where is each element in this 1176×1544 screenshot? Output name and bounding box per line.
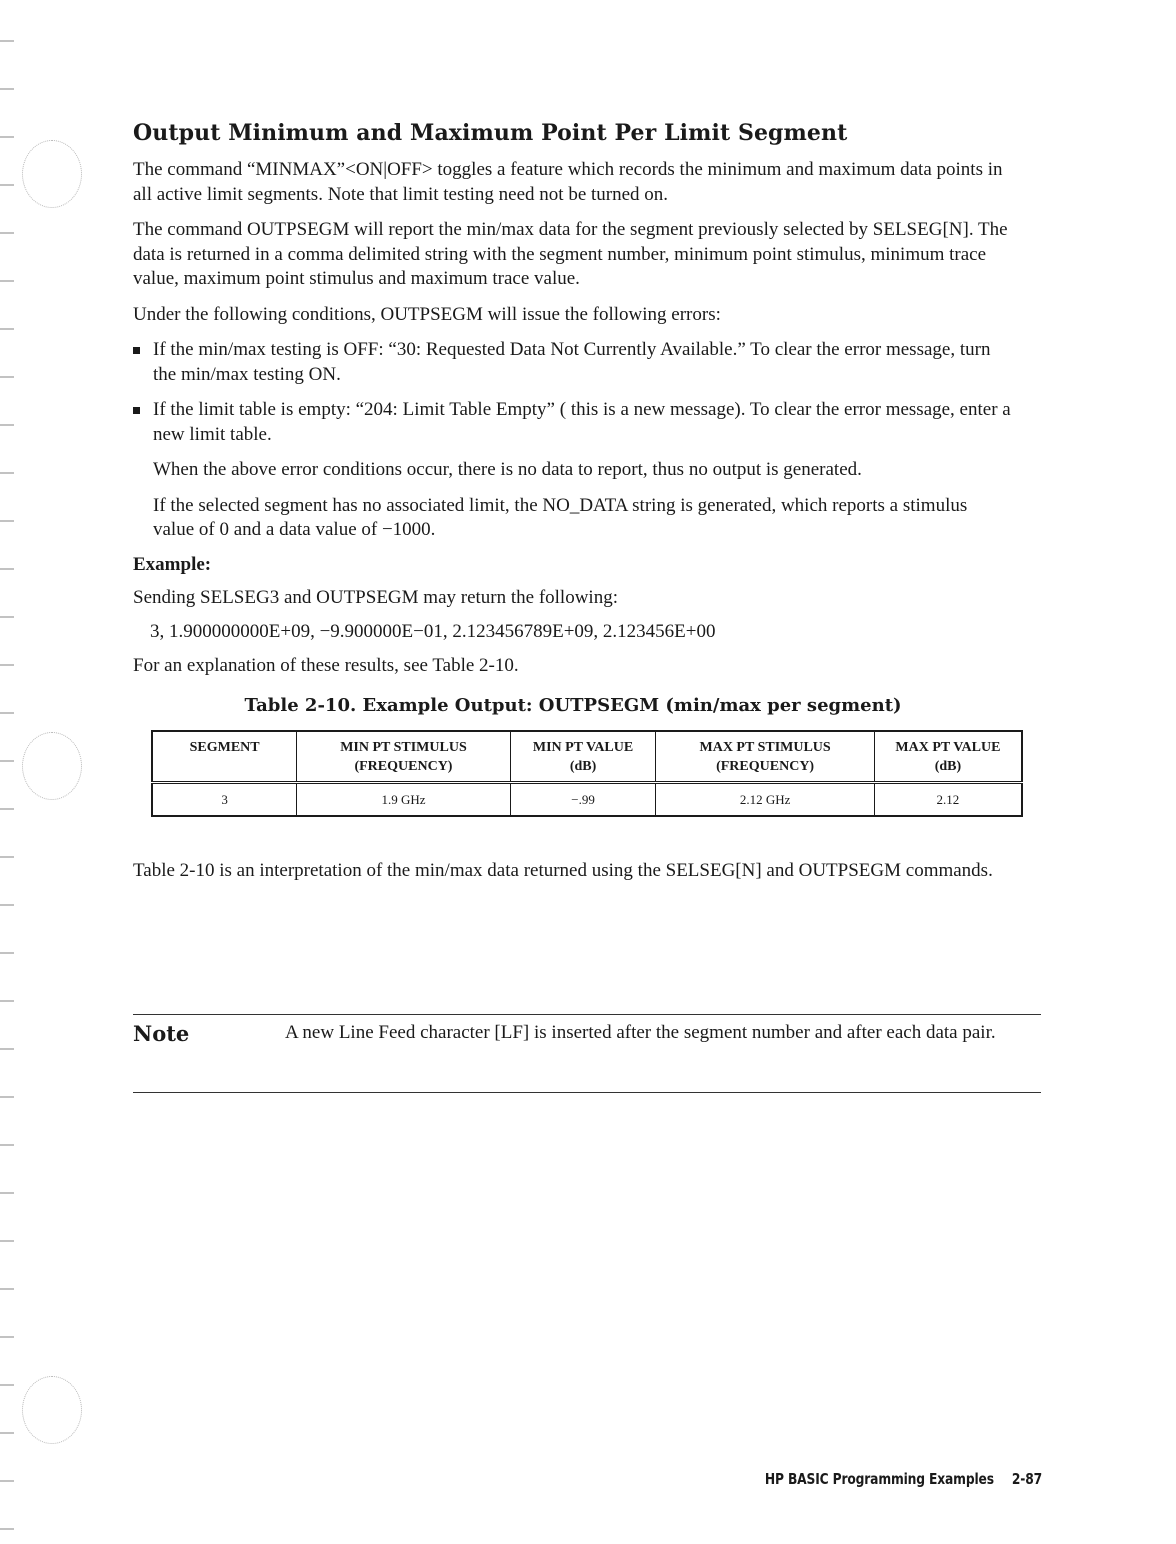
footer-title: HP BASIC Programming Examples xyxy=(764,1470,994,1488)
bullet-icon xyxy=(133,407,140,414)
cell-max-value: 2.12 xyxy=(874,782,1022,816)
paragraph-outpsegm: The command OUTPSEGM will report the min/max data for the segment previously selected by SELSEG[N]. The data is returned in a comma delimited string with the segment number, minimum point stimulus, minimum trace value, maximum point stimulus and maximum trace value. xyxy=(133,219,1008,289)
paragraph-no-data: If the selected segment has no associated limit, the NO_DATA string is generated, which reports a stimulus value of 0 and a data value of −1000. xyxy=(153,494,968,540)
example-result: 3, 1.900000000E+09, −9.900000E−01, 2.123456789E+09, 2.123456E+00 xyxy=(150,621,716,642)
table-caption: Table 2-10. Example Output: OUTPSEGM (min/max per segment) xyxy=(244,694,902,716)
error-list xyxy=(133,338,1013,447)
header-max-pt-value: MAX PT VALUE (dB) xyxy=(874,731,1022,783)
note-divider xyxy=(133,1092,1041,1093)
note-label: Note xyxy=(133,1021,190,1046)
paragraph-minmax: The command “MINMAX”<ON|OFF> toggles a feature which records the minimum and maximum data points in all active limit segments. Note that limit testing need not be turned on. xyxy=(133,159,1003,205)
bullet-icon xyxy=(133,347,140,354)
main-content xyxy=(133,120,1013,894)
page-number: 2-87 xyxy=(1011,1470,1042,1488)
list-item: If the min/max testing is OFF: “30: Requested Data Not Currently Available.” To clear the error message, turn the min/max testing ON. xyxy=(133,338,1013,387)
example-see-table: For an explanation of these results, see Table 2-10. xyxy=(133,655,519,676)
list-item: If the limit table is empty: “204: Limit Table Empty” ( this is a new message). To clear the error message, enter a new limit table. xyxy=(133,398,1013,447)
paragraph-no-output: When the above error conditions occur, there is no data to report, thus no output is generated. xyxy=(153,459,862,480)
binding-tick-marks xyxy=(0,0,14,1544)
punch-hole-top xyxy=(22,140,82,208)
page-footer xyxy=(765,1470,1042,1488)
paragraph-table-interpretation: Table 2-10 is an interpretation of the min/max data returned using the SELSEG[N] and OUTPSEGM commands. xyxy=(133,859,993,881)
header-max-pt-stimulus: MAX PT STIMULUS (FREQUENCY) xyxy=(656,731,875,783)
cell-min-stimulus: 1.9 GHz xyxy=(297,782,511,816)
header-min-pt-value: MIN PT VALUE (dB) xyxy=(510,731,656,783)
output-table xyxy=(151,730,1023,817)
example-label: Example: xyxy=(133,553,212,575)
table-header-row xyxy=(152,731,1022,783)
example-intro: Sending SELSEG3 and OUTPSEGM may return the following: xyxy=(133,586,618,608)
punch-hole-middle xyxy=(22,732,82,800)
table-row xyxy=(152,782,1022,816)
note-box xyxy=(133,1014,1041,1046)
cell-segment: 3 xyxy=(152,782,297,816)
cell-max-stimulus: 2.12 GHz xyxy=(656,782,875,816)
cell-min-value: −.99 xyxy=(510,782,656,816)
note-text: A new Line Feed character [LF] is inserted after the segment number and after each data pair. xyxy=(285,1022,996,1043)
header-segment: SEGMENT xyxy=(152,731,297,783)
header-min-pt-stimulus: MIN PT STIMULUS (FREQUENCY) xyxy=(297,731,511,783)
punch-hole-bottom xyxy=(22,1376,82,1444)
section-title: Output Minimum and Maximum Point Per Limit Segment xyxy=(133,120,848,146)
paragraph-conditions: Under the following conditions, OUTPSEGM will issue the following errors: xyxy=(133,303,721,325)
